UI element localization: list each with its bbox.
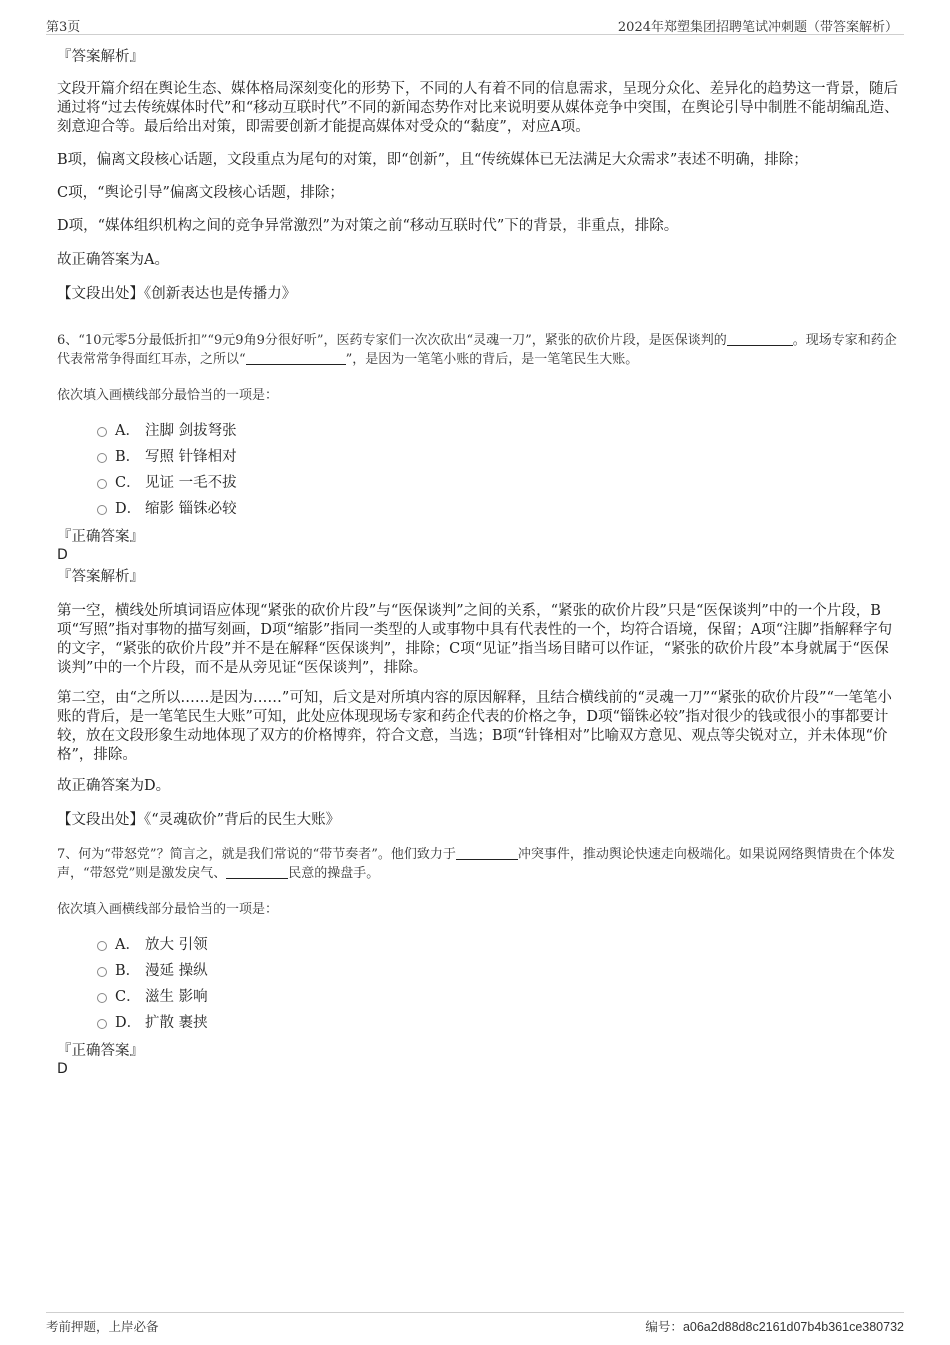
q6-stem <box>57 331 899 369</box>
option-letter: C． <box>115 989 141 1005</box>
q7-options <box>57 932 457 1036</box>
q7-blank-1 <box>456 846 518 860</box>
q6-answer-heading: 『正确答案』 <box>57 529 144 545</box>
option-letter: D． <box>115 1015 142 1031</box>
q7-option-b[interactable] <box>57 958 457 984</box>
q6-instruction: 依次填入画横线部分最恰当的一项是： <box>57 388 279 403</box>
option-text: 扩散 裹挟 <box>145 1015 208 1031</box>
option-text: 滋生 影响 <box>145 989 208 1005</box>
radio-button-icon[interactable] <box>97 453 107 463</box>
q5-analysis-heading: 『答案解析』 <box>57 49 144 65</box>
q5-analysis-c: C项，“舆论引导”偏离文段核心话题，排除； <box>57 185 344 201</box>
q6-blank-2 <box>246 351 346 365</box>
radio-button-icon[interactable] <box>97 479 107 489</box>
radio-button-icon[interactable] <box>97 1019 107 1029</box>
footer-code-label: 编号： <box>645 1319 683 1334</box>
q7-option-d[interactable] <box>57 1010 457 1036</box>
option-letter: B． <box>115 449 141 465</box>
q7-stem-part3: 民意的操盘手。 <box>288 866 380 881</box>
q6-option-a[interactable] <box>57 418 457 444</box>
option-text: 漫延 操纵 <box>145 963 208 979</box>
q7-option-a[interactable] <box>57 932 457 958</box>
q7-option-c[interactable] <box>57 984 457 1010</box>
page-header <box>46 14 904 35</box>
q7-stem-part2: 冲突事件，推动舆论快速走向极端化。如果说网络舆情贵在个体发声，“带怒党”则是激发戾气、 <box>57 847 895 881</box>
q6-option-b[interactable] <box>57 444 457 470</box>
q6-answer: D <box>57 547 68 563</box>
footer-slogan: 考前押题，上岸必备 <box>46 1319 159 1334</box>
q7-stem-part1: 7、何为“带怒党”？简言之，就是我们常说的“带节奏者”。他们致力于 <box>57 847 456 862</box>
q6-stem-part1: 6、“10元零5分最低折扣”“9元9角9分很好听”，医药专家们一次次砍出“灵魂一刀”，紧张的砍价片段，是医保谈判的 <box>57 333 727 348</box>
q5-source: 【文段出处】《创新表达也是传播力》 <box>57 286 297 302</box>
page-footer <box>46 1312 904 1337</box>
option-text: 放大 引领 <box>145 937 208 953</box>
radio-button-icon[interactable] <box>97 941 107 951</box>
footer-code-value: a06a2d88d8c2161d07b4b361ce380732 <box>682 1320 904 1334</box>
option-text: 注脚 剑拔弩张 <box>145 423 237 439</box>
option-letter: C． <box>115 475 141 491</box>
q6-analysis-p1: 第一空，横线处所填词语应体现“紧张的砍价片段”与“医保谈判”之间的关系，“紧张的砍价片段”只是“医保谈判”中的一个片段，B项“写照”指对事物的描写刻画，D项“缩影”指同一类型的人或事物中具有代表性的一个，均符合语境，保留；A项“注脚”指解释字句的文字，“紧张的砍价片段”并不是在解释“医保谈判”，排除；C项“见证”指当场目睹可以作证，“紧张的砍价片段”本身就属于“医保谈判”中的一个片段，而不是从旁见证“医保谈判”，排除。 <box>57 603 893 676</box>
q7-blank-2 <box>226 865 288 879</box>
q7-answer-heading: 『正确答案』 <box>57 1043 144 1059</box>
radio-button-icon[interactable] <box>97 993 107 1003</box>
q6-blank-1 <box>727 332 793 346</box>
q6-option-d[interactable] <box>57 496 457 522</box>
q6-option-c[interactable] <box>57 470 457 496</box>
option-letter: B． <box>115 963 141 979</box>
q7-instruction: 依次填入画横线部分最恰当的一项是： <box>57 902 279 917</box>
option-text: 写照 针锋相对 <box>145 449 237 465</box>
footer-code <box>645 1317 904 1335</box>
q5-analysis-p1: 文段开篇介绍在舆论生态、媒体格局深刻变化的形势下，不同的人有着不同的信息需求，呈现分众化、差异化的趋势这一背景，随后通过将“过去传统媒体时代”和“移动互联时代”不同的新闻态势作对比来说明要从媒体竞争中突围，在舆论引导中制胜不能胡编乱造、刻意迎合等。最后给出对策，即需要创新才能提高媒体对受众的“黏度”，对应A项。 <box>57 81 899 135</box>
option-letter: D． <box>115 501 142 517</box>
radio-button-icon[interactable] <box>97 427 107 437</box>
option-letter: A． <box>115 937 140 953</box>
option-text: 缩影 锱铢必较 <box>145 501 237 517</box>
q6-stem-part3: ”，是因为一笔笔小账的背后，是一笔笔民生大账。 <box>345 352 639 367</box>
radio-button-icon[interactable] <box>97 505 107 515</box>
q6-conclusion: 故正确答案为D。 <box>57 778 171 794</box>
radio-button-icon[interactable] <box>97 967 107 977</box>
option-letter: A． <box>115 423 140 439</box>
q5-analysis-b: B项，偏离文段核心话题，文段重点为尾句的对策，即“创新”，且“传统媒体已无法满足大众需求”表述不明确，排除； <box>57 152 808 168</box>
q7-stem <box>57 845 899 883</box>
option-text: 见证 一毛不拔 <box>145 475 237 491</box>
document-title: 2024年郑塑集团招聘笔试冲刺题（带答案解析） <box>617 20 898 35</box>
q6-source: 【文段出处】《“灵魂砍价”背后的民生大账》 <box>57 812 341 828</box>
q6-analysis-p2: 第二空，由“之所以……是因为……”可知，后文是对所填内容的原因解释，且结合横线前的“灵魂一刀”“紧张的砍价片段”“一笔笔小账的背后，是一笔笔民生大账”可知，此处应体现现场专家和药企代表的价格之争，D项“锱铢必较”指对很少的钱或很小的事都要计较，放在文段形象生动地体现了双方的价格博弈，符合文意，当选；B项“针锋相对”比喻双方意见、观点等尖锐对立，并未体现“价格”，排除。 <box>57 690 892 763</box>
q6-options <box>57 418 457 522</box>
page-number: 第3页 <box>46 20 81 35</box>
q5-analysis-d: D项，“媒体组织机构之间的竞争异常激烈”为对策之前“移动互联时代”下的背景，非重点，排除。 <box>57 218 679 234</box>
q6-analysis-heading: 『答案解析』 <box>57 569 144 585</box>
q6-stem-part2: 。现场专家和药企代表常常争得面红耳赤，之所以“ <box>57 333 897 367</box>
q7-answer: D <box>57 1061 68 1077</box>
q5-conclusion: 故正确答案为A。 <box>57 252 169 268</box>
